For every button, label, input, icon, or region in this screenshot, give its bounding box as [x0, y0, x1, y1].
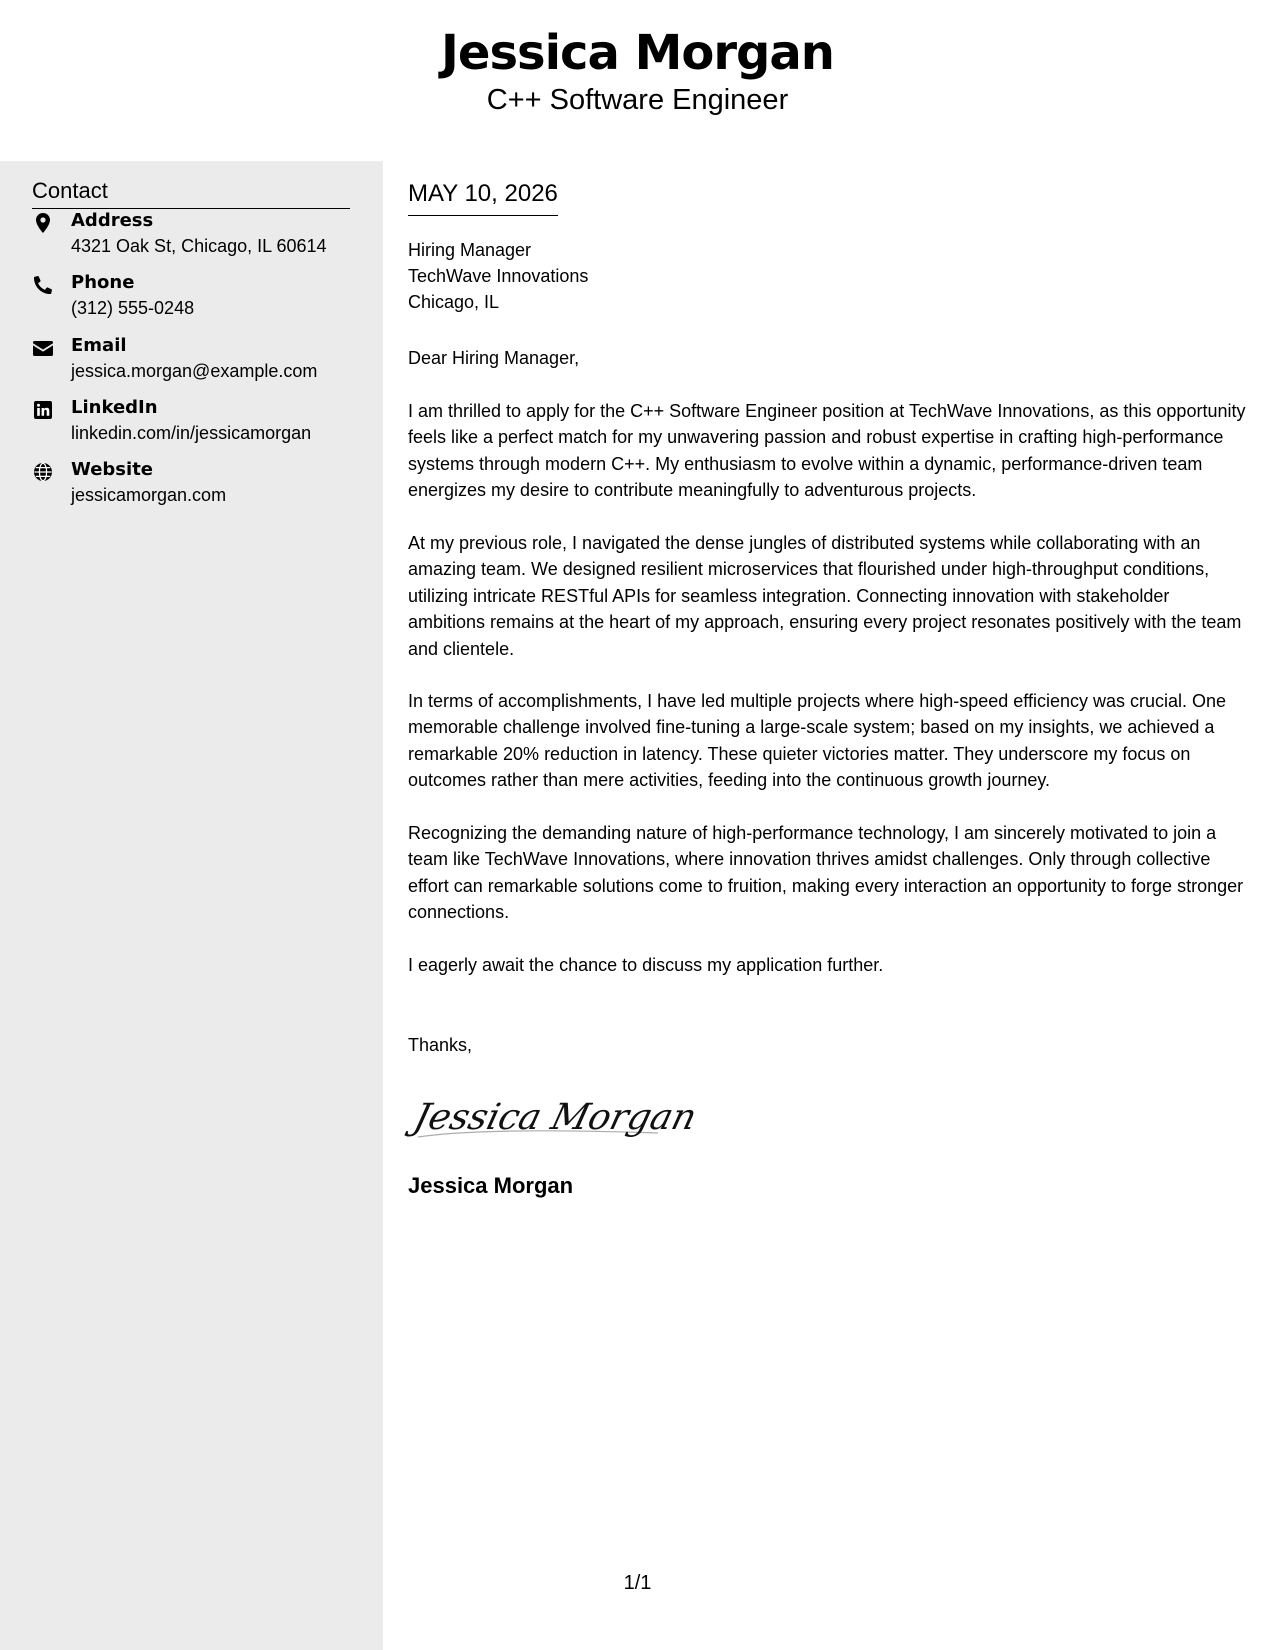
- applicant-name: Jessica Morgan: [441, 25, 834, 81]
- envelope-icon: [32, 337, 54, 359]
- linkedin-icon: [32, 399, 54, 421]
- body-paragraph: In terms of accomplishments, I have led multiple projects where high-speed efficiency was crucial. One memorable challenge involved fine-tuning a large-scale system; based on my insights, we achieved a remarkable 20% reduction in latency. These quieter victories matter. They underscore my focus on outcomes rather than mere activities, feeding into the continuous growth journey.: [408, 691, 1227, 791]
- body-paragraph: I am thrilled to apply for the C++ Software Engineer position at TechWave Innovations, as this opportunity feels like a perfect match for my unwavering passion and robust expertise in crafting high-performance systems through modern C++. My enthusiasm to evolve within a dynamic, performance-driven team energizes my desire to contribute meaningfully to adventurous projects.: [408, 401, 1246, 501]
- contact-label: Website: [71, 459, 154, 480]
- handwritten-signature: [409, 1081, 702, 1156]
- signer-name: Jessica Morgan: [408, 1173, 574, 1198]
- signature-text: Jessica Morgan: [409, 1095, 702, 1138]
- letter-header: [0, 0, 1275, 161]
- contact-label: LinkedIn: [71, 397, 158, 418]
- contact-value: jessicamorgan.com: [71, 485, 227, 505]
- contact-value: 4321 Oak St, Chicago, IL 60614: [71, 236, 327, 256]
- contact-label: Email: [71, 335, 127, 356]
- contact-value: jessica.morgan@example.com: [71, 361, 318, 381]
- phone-icon: [32, 274, 54, 296]
- contact-value: linkedin.com/in/jessicamorgan: [71, 423, 312, 443]
- page-number: 1/1: [623, 1572, 652, 1594]
- closing-line: Thanks,: [408, 1035, 473, 1055]
- recipient-block: [408, 237, 588, 315]
- contact-sidebar: [0, 161, 383, 1650]
- contact-heading: Contact: [32, 175, 350, 209]
- applicant-role: C++ Software Engineer: [486, 84, 789, 116]
- recipient-line: Hiring Manager: [408, 240, 532, 260]
- letter-date: MAY 10, 2026: [408, 177, 558, 216]
- recipient-line: TechWave Innovations: [408, 266, 589, 286]
- body-paragraph: Recognizing the demanding nature of high-performance technology, I am sincerely motivated to join a team like TechWave Innovations, where innovation thrives amidst challenges. Only through collective effort can remarkable solutions come to fruition, making every interaction an opportunity to forge stronger connections.: [408, 823, 1244, 923]
- recipient-line: Chicago, IL: [408, 292, 500, 312]
- contact-value: (312) 555-0248: [71, 298, 195, 318]
- body-paragraph: At my previous role, I navigated the dense jungles of distributed systems while collaborating with an amazing team. We designed resilient microservices that flourished under high-throughput conditions, utilizing intricate RESTful APIs for seamless integration. Connecting innovation with stakeholder ambitions remains at the heart of my approach, ensuring every project resonates positively with the team and clientele.: [408, 533, 1242, 659]
- contact-label: Phone: [71, 272, 135, 293]
- contact-label: Address: [71, 210, 154, 231]
- salutation: Dear Hiring Manager,: [408, 348, 580, 368]
- map-pin-icon: [32, 212, 54, 234]
- globe-icon: [32, 461, 54, 483]
- body-paragraph: I eagerly await the chance to discuss my application further.: [408, 955, 884, 975]
